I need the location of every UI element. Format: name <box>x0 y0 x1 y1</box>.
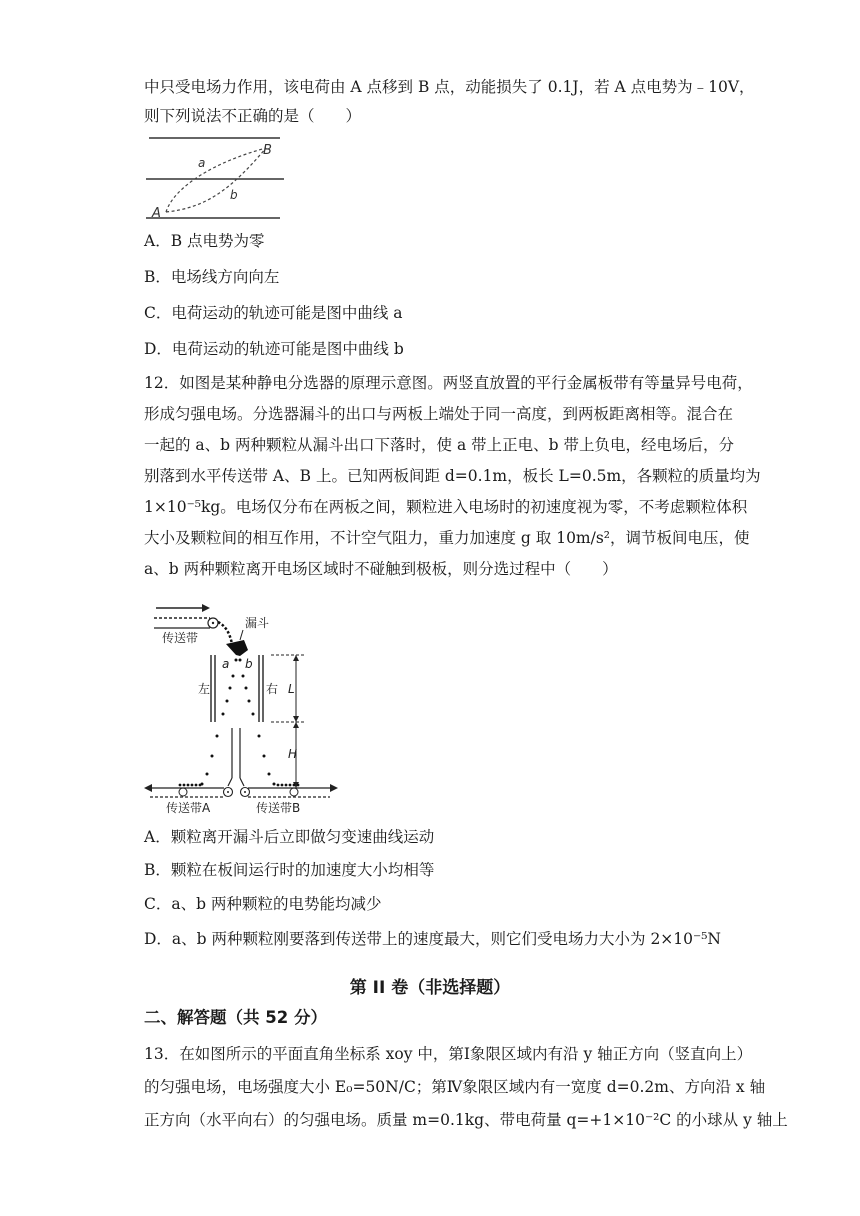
divider-tip-left <box>228 778 232 786</box>
label-top-belt: 传送带 <box>162 631 199 645</box>
label-left-plate: 左 <box>198 682 211 696</box>
label-H: H <box>288 747 298 761</box>
q11-line-1: 中只受电场力作用，该电荷由 A 点移到 B 点，动能损失了 0.1J，若 A 点电势为﹣10V， <box>144 78 755 96</box>
q12-option-a: A．颗粒离开漏斗后立即做匀变速曲线运动 <box>144 828 435 846</box>
q12-line-3: 一起的 a、b 两种颗粒从漏斗出口下落时，使 a 带上正电、b 带上负电，经电场后，分 <box>144 436 734 454</box>
trajectory-a <box>166 148 266 212</box>
q12-line-4: 别落到水平传送带 A、B 上。已知两板间距 d=0.1m，板长 L=0.5m，各颗粒的质量均为 <box>144 467 761 485</box>
trajectory-b <box>166 148 266 212</box>
section-title: 二、解答题（共 52 分） <box>144 1008 327 1027</box>
dim-L-arrow-up <box>293 655 299 661</box>
label-B: B <box>263 143 272 158</box>
belt-a-roller-axle <box>227 791 229 793</box>
q11-option-b: B．电场线方向向左 <box>144 268 280 286</box>
label-belt-a: 传送带A <box>166 801 211 815</box>
q12-line-2: 形成匀强电场。分选器漏斗的出口与两板上端处于同一高度，到两板距离相等。混合在 <box>144 405 734 423</box>
dim-H-arrow-up <box>293 722 299 728</box>
q12-line-5: 1×10⁻⁵kg。电场仅分布在两板之间，颗粒进入电场时的初速度视为零，不考虑颗粒体积 <box>144 498 748 516</box>
label-particle-b: b <box>245 657 253 671</box>
q12-option-b: B．颗粒在板间运行时的加速度大小均相等 <box>144 861 435 879</box>
q12-option-c: C．a、b 两种颗粒的电势能均减少 <box>144 895 382 913</box>
belt-a-roller-left <box>179 788 187 796</box>
volume-title: 第 II 卷（非选择题） <box>349 978 511 998</box>
q11-option-c: C．电荷运动的轨迹可能是图中曲线 a <box>144 304 403 322</box>
label-particle-a: a <box>222 657 230 671</box>
q13-line-3: 正方向（水平向右）的匀强电场。质量 m=0.1kg、带电荷量 q=+1×10⁻²C 的小球从 y 轴上 <box>144 1111 788 1129</box>
q13-line-2: 的匀强电场，电场强度大小 E₀=50N/C；第Ⅳ象限区域内有一宽度 d=0.2m、方向沿 x 轴 <box>144 1078 766 1096</box>
label-A: A <box>152 206 161 221</box>
label-b: b <box>230 188 238 202</box>
funnel-icon <box>226 640 248 656</box>
q11-figure <box>144 132 289 224</box>
q12-line-7: a、b 两种颗粒离开电场区域时不碰触到极板，则分选过程中（ ） <box>144 560 618 578</box>
q11-option-a: A．B 点电势为零 <box>144 232 265 250</box>
belt-b-roller-axle <box>244 791 246 793</box>
divider-tip-right <box>240 778 244 786</box>
particle-dots <box>201 659 279 786</box>
dim-L-arrow-down <box>293 716 299 722</box>
funnel-pointer <box>240 630 243 640</box>
belt-a-arrow <box>144 784 152 792</box>
belt-b-roller-right <box>290 788 298 796</box>
label-a: a <box>198 156 206 170</box>
belt-a-particles <box>179 784 202 787</box>
label-L: L <box>288 682 295 696</box>
label-right-plate: 右 <box>266 682 279 696</box>
belt-b-arrow <box>330 784 338 792</box>
label-belt-b: 传送带B <box>256 801 301 815</box>
q12-figure <box>144 600 344 818</box>
label-funnel: 漏斗 <box>245 616 270 630</box>
top-belt-roller-axle <box>212 622 214 624</box>
q12-line-6: 大小及颗粒间的相互作用，不计空气阻力，重力加速度 g 取 10m/s²，调节板间电压，使 <box>144 529 750 547</box>
q12-option-d: D．a、b 两种颗粒刚要落到传送带上的速度最大，则它们受电场力大小为 2×10⁻⁵N <box>144 930 721 948</box>
q11-line-2: 则下列说法不正确的是（ ） <box>144 107 362 125</box>
q12-line-1: 12．如图是某种静电分选器的原理示意图。两竖直放置的平行金属板带有等量异号电荷， <box>144 374 753 392</box>
falling-stream <box>218 622 232 644</box>
q13-line-1: 13．在如图所示的平面直角坐标系 xoy 中，第Ⅰ象限区域内有沿 y 轴正方向（竖直向上） <box>144 1045 753 1063</box>
q11-option-d: D．电荷运动的轨迹可能是图中曲线 b <box>144 340 404 358</box>
top-arrow-head <box>202 604 210 612</box>
